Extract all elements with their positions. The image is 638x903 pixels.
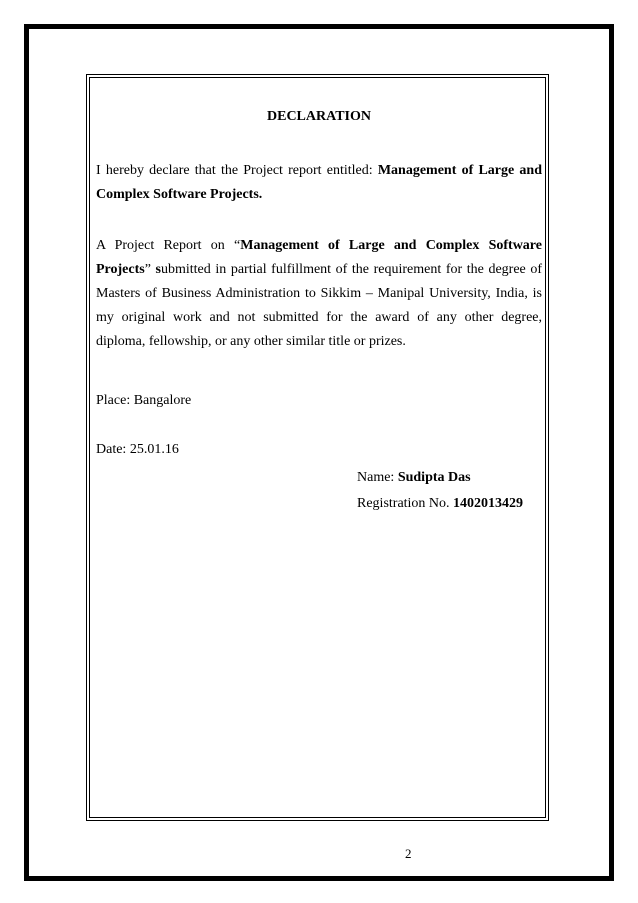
name-line <box>357 469 471 487</box>
date-value: 25.01.16 <box>129 442 179 457</box>
name-value: Sudipta Das <box>397 470 471 485</box>
paragraph-2-prefix: A Project Report on “ <box>96 238 241 253</box>
paragraph-1-intro: I hereby declare that the Project report entitled: <box>96 163 378 178</box>
paragraph-2-body: ubmitted in partial fulfillment of the requirement for the degree of Masters of Business Administration to Sikkim – Manipal University, India, is my original work and not submitted for the award of any other degree, diploma, fellowship, or any other similar title or prizes. <box>96 262 542 349</box>
place-value: Bangalore <box>133 393 192 408</box>
project-title-bold: Management of Large and Complex Software Projects. <box>96 163 542 202</box>
place-label: Place: <box>96 393 134 408</box>
declaration-paragraph-1 <box>96 159 542 207</box>
declaration-paragraph-2 <box>96 234 542 354</box>
registration-value: 1402013429 <box>453 496 524 511</box>
date-label: Date: <box>96 442 130 457</box>
paragraph-2-title-bold: Management of Large and Complex Software Projects <box>96 238 542 277</box>
registration-line <box>357 495 523 513</box>
registration-label: Registration No. <box>357 496 454 511</box>
paragraph-2-quote-close: ” <box>144 262 156 277</box>
paragraph-2-s-bold: s <box>155 262 161 277</box>
place-line <box>96 392 191 410</box>
name-label: Name: <box>357 470 398 485</box>
page-number: 2 <box>405 846 412 861</box>
page-title: DECLARATION <box>267 109 371 124</box>
date-line <box>96 441 179 459</box>
